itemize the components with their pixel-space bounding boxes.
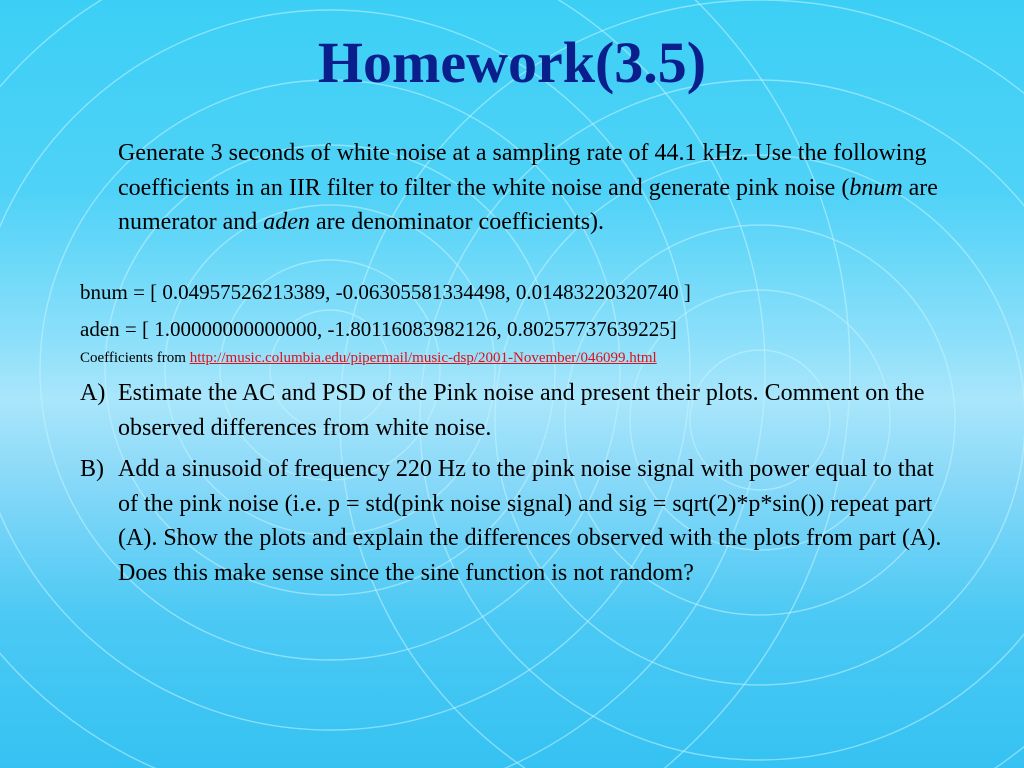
intro-text-part2: are numerator and [118,174,938,235]
bnum-italic: bnum [849,174,903,201]
source-prefix: Coefficients from [80,350,190,366]
slide-title: Homework(3.5) [317,30,707,95]
intro-paragraph [118,136,938,240]
aden-italic: aden [263,209,310,235]
source-link[interactable]: http://music.columbia.edu/pipermail/music-dsp/2001-November/046099.html [189,350,657,366]
item-label: A) [80,380,106,406]
list-item-a [80,376,950,445]
bnum-coefficients: bnum = [ 0.04957526213389, -0.06305581334498, 0.01483220320740 ] [80,280,691,304]
intro-text-part3: are denominator coefficients). [309,209,605,235]
coefficients-source [80,348,657,368]
item-text: Estimate the AC and PSD of the Pink noise and present their plots. Comment on the observed differences from white noise. [118,380,925,441]
item-text: Add a sinusoid of frequency 220 Hz to the pink noise signal with power equal to that of the pink noise (i.e. p = std(pink noise signal) and sig = sqrt(2)*p*sin()) repeat part (A). Show the plots and explain the differences observed with the plots from part (A). Does this make sense since the sine function is not random? [118,456,942,586]
list-item-b [80,452,950,590]
intro-text-part1: Generate 3 seconds of white noise at a sampling rate of 44.1 kHz. Use the following coefficients in an IIR filter to filter the white noise and generate pink noise ( [118,140,927,201]
item-label: B) [80,456,104,482]
aden-coefficients: aden = [ 1.00000000000000, -1.80116083982126, 0.80257737639225] [80,317,677,341]
